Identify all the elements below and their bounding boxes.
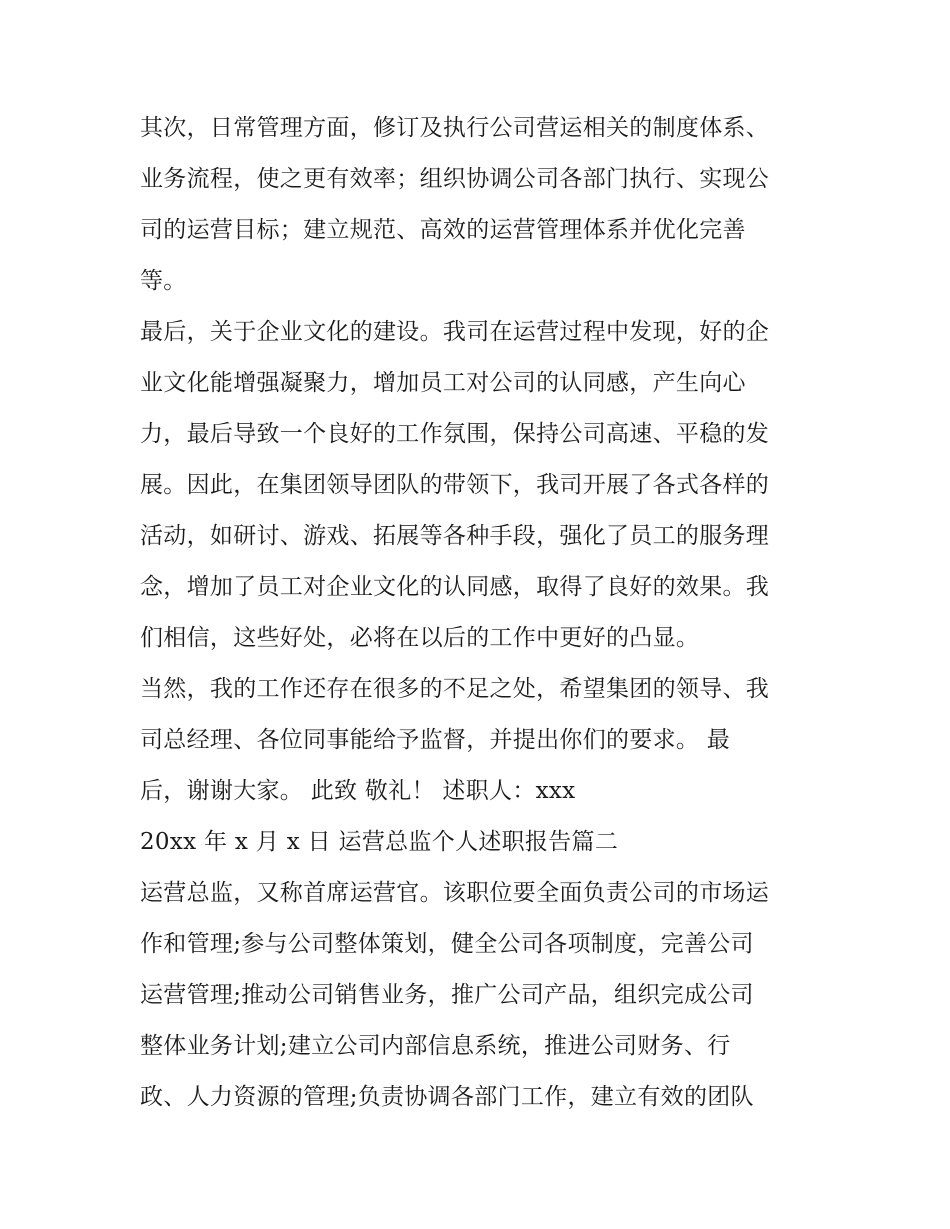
text-line: 活动，如研讨、游戏、拓展等各种手段，强化了员工的服务理 [140,523,770,549]
paragraph-corporate-culture [140,307,815,664]
text-line: 当然，我的工作还存在很多的不足之处，希望集团的领导、我 [140,676,770,702]
paragraph-daily-management [140,103,815,307]
text-line: 司的运营目标；建立规范、高效的运营管理体系并优化完善 [140,217,746,243]
document-body [140,103,815,1123]
text-line: 业务流程，使之更有效率；组织协调公司各部门执行、实现公 [140,166,770,192]
text-line: 整体业务计划;建立公司内部信息系统，推进公司财务、行 [140,1033,731,1059]
text-line: 念，增加了员工对企业文化的认同感，取得了良好的效果。我 [140,574,770,600]
text-line: 业文化能增强凝聚力，增加员工对公司的认同感，产生向心 [140,370,746,396]
text-line: 其次，日常管理方面，修订及执行公司营运相关的制度体系、 [140,115,770,141]
text-line: 后，谢谢大家。 此致 敬礼！ 述职人：xxx [140,778,576,804]
text-line: 力，最后导致一个良好的工作氛围，保持公司高速、平稳的发 [140,421,770,447]
paragraph-role-description [140,868,815,1123]
text-line: 作和管理;参与公司整体策划，健全公司各项制度，完善公司 [140,931,754,957]
text-line: 司总经理、各位同事能给予监督，并提出你们的要求。 最 [140,727,731,753]
text-line: 运营总监，又称首席运营官。该职位要全面负责公司的市场运 [140,880,770,906]
paragraph-closing [140,664,815,817]
section-heading-line: 20xx 年 x 月 x 日 运营总监个人述职报告篇二 [140,829,619,855]
text-line: 政、人力资源的管理;负责协调各部门工作，建立有效的团队 [140,1084,754,1110]
paragraph-date-and-title [140,817,815,868]
text-line: 们相信，这些好处，必将在以后的工作中更好的凸显。 [140,625,700,651]
text-line: 展。因此，在集团领导团队的带领下，我司开展了各式各样的 [140,472,770,498]
text-line: 等。 [140,268,187,294]
text-line: 最后，关于企业文化的建设。我司在运营过程中发现，好的企 [140,319,770,345]
text-line: 运营管理;推动公司销售业务，推广公司产品，组织完成公司 [140,982,754,1008]
